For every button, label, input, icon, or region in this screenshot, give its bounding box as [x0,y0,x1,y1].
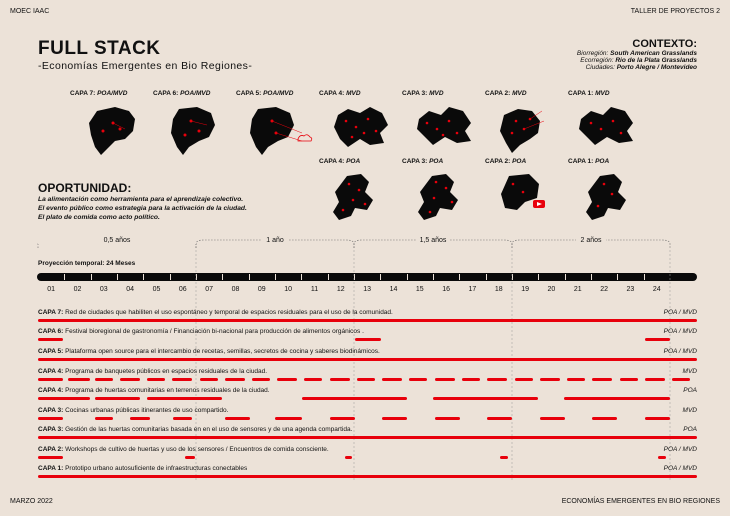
row-bar-segment [225,378,245,381]
row-bar-segment [355,338,381,341]
month-label: 15 [415,286,424,293]
footer-left: MARZO 2022 [10,498,53,505]
row-layer: CAPA 3: [38,407,64,414]
row-label [38,348,380,355]
row-bar-segment [185,456,195,459]
period-label: 1 año [196,237,354,244]
month-label: 03 [99,286,108,293]
month-label: 01 [47,286,56,293]
row-tag: POA / MVD [663,348,697,355]
month-label: 19 [521,286,529,293]
layer-3-poa-map-image [410,170,470,230]
row-text: Plataforma open source para el intercambio de recetas, semillas, secretos de cocina y saberes biodinámicos. [65,348,380,355]
row-bar-segment [130,417,150,420]
month-label: 16 [442,286,450,293]
month-label: 06 [178,286,187,293]
context-title: CONTEXTO: [632,38,697,50]
month-label: 08 [231,286,240,293]
month-label: 24 [652,286,661,293]
layer-5-map-image [246,103,316,158]
row-bar-segment [487,417,512,420]
layer-label: CAPA 7: POA/MVD [70,90,128,97]
month-label: 22 [600,286,608,293]
month-label: 21 [573,286,582,293]
layer-label: CAPA 4: POA [319,158,361,165]
context-line: Ciudades: Porto Alegre / Montevideo [585,64,697,71]
row-bar-segment [95,397,140,400]
layer-6-map-image [165,103,225,158]
layer-4-poa-map-image [325,170,385,230]
period-label: 2 años [512,237,670,244]
row-bar-segment [38,319,697,322]
row-bar-segment [275,417,302,420]
layer-1-mvd-map-image [575,103,640,153]
row-text: Workshops de cultivo de huertas y uso de los sensores / Encuentros de comida consciente. [65,446,329,453]
row-bar-segment [38,358,697,361]
row-bar-segment [38,456,63,459]
row-text: Programa de banquetes públicos en espacios residuales de la ciudad. [65,368,268,375]
row-bar-segment [345,456,352,459]
row-bar-segment [433,397,538,400]
projection-label: Proyección temporal: 24 Meses [38,260,136,267]
row-tag: POA / MVD [663,465,697,472]
month-label: 14 [389,286,398,293]
context-line: Ecorregión: Rio de la Plata Grasslands [580,57,697,64]
row-label [38,407,228,414]
row-bar-segment [147,378,165,381]
row-text: Prototipo urbano autosuficiente de infraestructuras conectables [65,465,248,472]
row-tag: POA [683,387,697,394]
row-bar-segment [592,378,612,381]
layer-1-poa-map-image [578,170,638,230]
row-layer: CAPA 2: [38,446,64,453]
context-line: Biorregión: South American Grasslands [576,50,697,57]
row-label [38,426,352,433]
row-layer: CAPA 7: [38,309,64,316]
row-tag: MVD [682,407,697,414]
row-bar-segment [382,417,407,420]
layer-4-mvd-map-image [330,103,395,153]
row-text: Programa de huertas comunitarias en terrenos residuales de la ciudad. [65,387,270,394]
row-bar-segment [357,378,375,381]
row-bar-segment [540,378,560,381]
row-bar-segment [540,417,565,420]
row-bar-segment [567,378,585,381]
layer-label: CAPA 1: MVD [568,90,610,97]
row-bar-segment [462,378,480,381]
row-layer: CAPA 3: [38,426,64,433]
row-bar-segment [330,417,355,420]
layer-label: CAPA 3: MVD [402,90,444,97]
row-layer: CAPA 1: [38,465,64,472]
layer-label: CAPA 2: MVD [485,90,527,97]
layer-7-map-image [85,103,145,158]
layer-label: CAPA 5: POA/MVD [236,90,294,97]
row-bar-segment [672,378,690,381]
row-bar-segment [38,397,90,400]
row-label [38,368,267,375]
opportunity-line: El plato de comida como acto político. [38,214,160,221]
row-bar-segment [487,378,507,381]
layer-label: CAPA 6: POA/MVD [153,90,211,97]
context-block [497,38,697,71]
footer-right: ECONOMÍAS EMERGENTES EN BIO REGIONES [561,498,720,505]
layer-3-mvd-map-image [413,103,478,153]
row-bar-segment [225,417,250,420]
row-layer: CAPA 5: [38,348,64,355]
row-bar-segment [147,397,222,400]
row-bar-segment [252,378,270,381]
row-bar-segment [95,417,113,420]
layer-label: CAPA 3: POA [402,158,444,165]
row-bar-segment [304,378,322,381]
month-label: 11 [310,286,319,293]
row-label [38,387,270,394]
row-layer: CAPA 6: [38,328,64,335]
row-bar-segment [38,417,63,420]
row-bar-segment [435,378,455,381]
row-bar-segment [38,436,697,439]
layer-2-poa-map-image [495,170,555,230]
row-tag: MVD [682,368,697,375]
row-bar-segment [382,378,402,381]
layer-label: CAPA 4: MVD [319,90,361,97]
row-bar-segment [38,475,697,478]
month-label: 04 [126,286,135,293]
row-bar-segment [620,378,638,381]
row-label [38,465,247,472]
page-title: FULL STACK [38,38,161,59]
period-label: 0,5 años [38,237,196,244]
month-label: 02 [73,286,82,293]
row-text: Festival bioregional de gastronomía / Financiación bi-nacional para producción de alimentos orgánicos . [65,328,364,335]
row-bar-segment [200,378,218,381]
row-text: Cocinas urbanas públicas itinerantes de uso compartido. [65,407,229,414]
month-label: 07 [205,286,213,293]
month-label: 05 [152,286,161,293]
month-label: 23 [626,286,635,293]
layer-label: CAPA 1: POA [568,158,610,165]
row-bar-segment [330,378,350,381]
layer-2-mvd-map-image [494,103,559,158]
month-label: 20 [547,286,556,293]
row-bar-segment [95,378,113,381]
row-tag: POA / MVD [663,328,697,335]
row-bar-segment [515,378,533,381]
row-bar-segment [173,417,192,420]
month-label: 10 [284,286,292,293]
row-tag: POA [683,426,697,433]
row-bar-segment [645,378,665,381]
row-bar-segment [68,378,90,381]
row-label [38,309,393,316]
row-text: Red de ciudades que habiliten el uso espontáneo y temporal de espacios residuales para el uso de la comunidad. [65,309,393,316]
period-label: 1,5 años [354,237,512,244]
row-bar-segment [409,378,427,381]
row-bar-segment [38,378,63,381]
header-right: TALLER DE PROYECTOS 2 [630,8,720,15]
month-label: 12 [336,286,345,293]
layer-label: CAPA 2: POA [485,158,527,165]
row-bar-segment [645,417,670,420]
month-label: 13 [363,286,371,293]
row-bar-segment [277,378,297,381]
row-bar-segment [500,456,508,459]
row-tag: POA / MVD [663,309,697,316]
row-text: Gestión de las huertas comunitarias basada en en el uso de sensores y de una agenda compartida. [65,426,353,433]
row-layer: CAPA 4: [38,368,64,375]
row-label [38,328,364,335]
opportunity-title: OPORTUNIDAD: [38,181,132,195]
row-bar-segment [302,397,407,400]
row-bar-segment [564,397,670,400]
row-bar-segment [38,338,63,341]
row-bar-segment [435,417,460,420]
row-bar-segment [592,417,617,420]
month-label: 18 [494,286,503,293]
month-label: 09 [257,286,266,293]
row-tag: POA / MVD [663,446,697,453]
row-bar-segment [658,456,666,459]
page-subtitle: -Economías Emergentes en Bio Regiones- [38,60,253,72]
row-bar-segment [172,378,192,381]
row-bar-segment [120,378,140,381]
row-bar-segment [645,338,670,341]
header-left: MOEC IAAC [10,8,50,15]
opportunity-line: El evento público como estrategia para la activación de la ciudad. [38,205,247,212]
opportunity-line: La alimentación como herramienta para el aprendizaje colectivo. [38,196,244,203]
row-layer: CAPA 4: [38,387,64,394]
row-label [38,446,329,453]
month-label: 17 [468,286,477,293]
